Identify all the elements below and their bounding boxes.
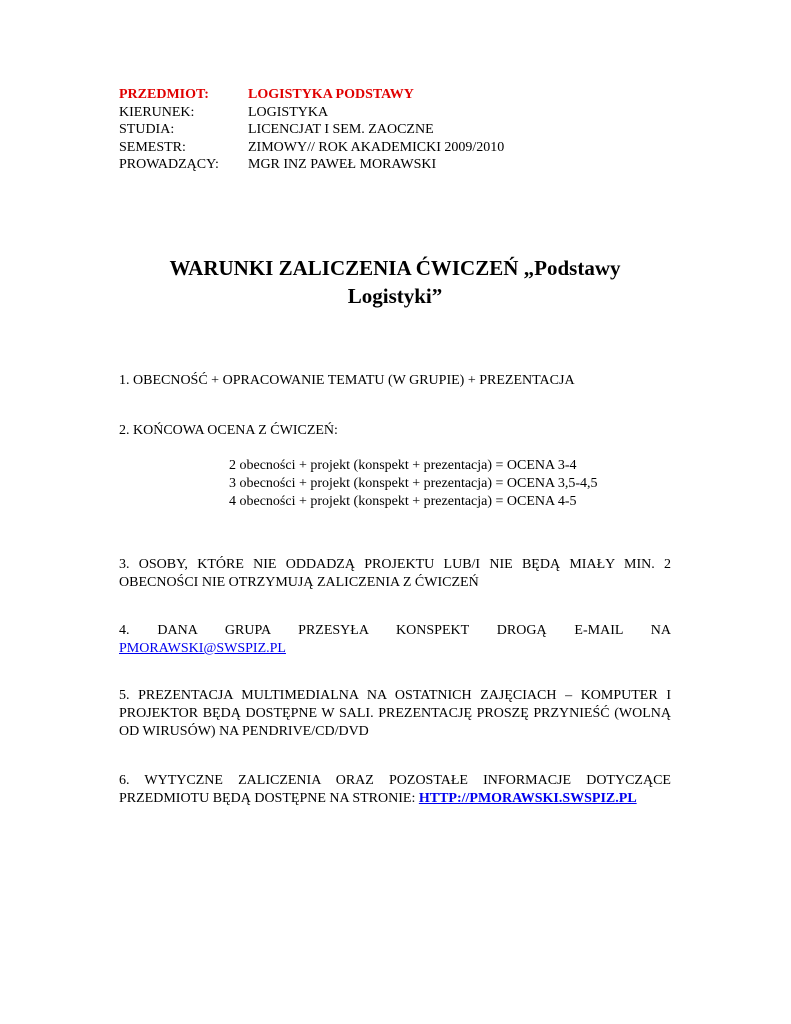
item-4-text: 4. DANA GRUPA PRZESYŁA KONSPEKT DROGĄ E-MAIL NA — [119, 623, 671, 638]
header-value: LICENCJAT I SEM. ZAOCZNE — [248, 122, 434, 137]
email-link[interactable]: PMORAWSKI@SWSPIZ.PL — [119, 641, 286, 656]
header-row-studies — [119, 121, 504, 139]
item-1: 1. OBECNOŚĆ + OPRACOWANIE TEMATU (W GRUPIE) + PREZENTACJA — [119, 373, 575, 388]
website-link[interactable]: HTTP://PMORAWSKI.SWSPIZ.PL — [418, 791, 637, 806]
header-label: PRZEDMIOT: — [119, 87, 209, 102]
header-row-field — [119, 104, 504, 122]
grade-list — [229, 457, 598, 511]
course-header — [119, 86, 504, 174]
header-value: LOGISTYKA PODSTAWY — [248, 87, 414, 102]
header-value: MGR INZ PAWEŁ MORAWSKI — [248, 157, 437, 172]
header-value: ZIMOWY// ROK AKADEMICKI 2009/2010 — [248, 139, 505, 155]
item-3: 3. OSOBY, KTÓRE NIE ODDADZĄ PROJEKTU LUB/I NIE BĘDĄ MIAŁY MIN. 2 OBECNOŚCI NIE OTRZYMUJĄ ZALICZENIA Z ĆWICZEŃ — [119, 557, 671, 590]
page-title — [119, 254, 671, 310]
item-6 — [119, 772, 671, 808]
title-line-2: Logistyki” — [347, 284, 443, 308]
title-line-1: WARUNKI ZALICZENIA ĆWICZEŃ „Podstawy — [169, 256, 621, 280]
item-6-text: 6. WYTYCZNE ZALICZENIA ORAZ POZOSTAŁE INFORMACJE DOTYCZĄCE PRZEDMIOTU BĘDĄ DOSTĘPNE NA STRONIE: — [119, 773, 671, 806]
item-2: 2. KOŃCOWA OCENA Z ĆWICZEŃ: — [119, 423, 338, 438]
header-row-subject — [119, 86, 504, 104]
grade-line: 2 obecności + projekt (konspekt + prezentacja) = OCENA 3-4 — [229, 458, 577, 473]
header-value: LOGISTYKA — [248, 104, 329, 120]
grade-line: 3 obecności + projekt (konspekt + prezentacja) = OCENA 3,5-4,5 — [229, 476, 598, 491]
header-row-lecturer — [119, 156, 504, 174]
header-row-semester — [119, 139, 504, 157]
header-label: PROWADZĄCY: — [119, 157, 219, 172]
header-label: KIERUNEK: — [119, 104, 195, 120]
grade-line: 4 obecności + projekt (konspekt + prezentacja) = OCENA 4-5 — [229, 494, 577, 509]
header-label: STUDIA: — [119, 122, 175, 137]
item-5: 5. PREZENTACJA MULTIMEDIALNA NA OSTATNICH ZAJĘCIACH – KOMPUTER I PROJEKTOR BĘDĄ DOSTĘPNE W SALI. PREZENTACJĘ PROSZĘ PRZYNIEŚĆ (WOLNĄ OD WIRUSÓW) NA PENDRIVE/CD/DVD — [119, 688, 671, 739]
item-4 — [119, 622, 671, 658]
header-label: SEMESTR: — [119, 139, 186, 155]
